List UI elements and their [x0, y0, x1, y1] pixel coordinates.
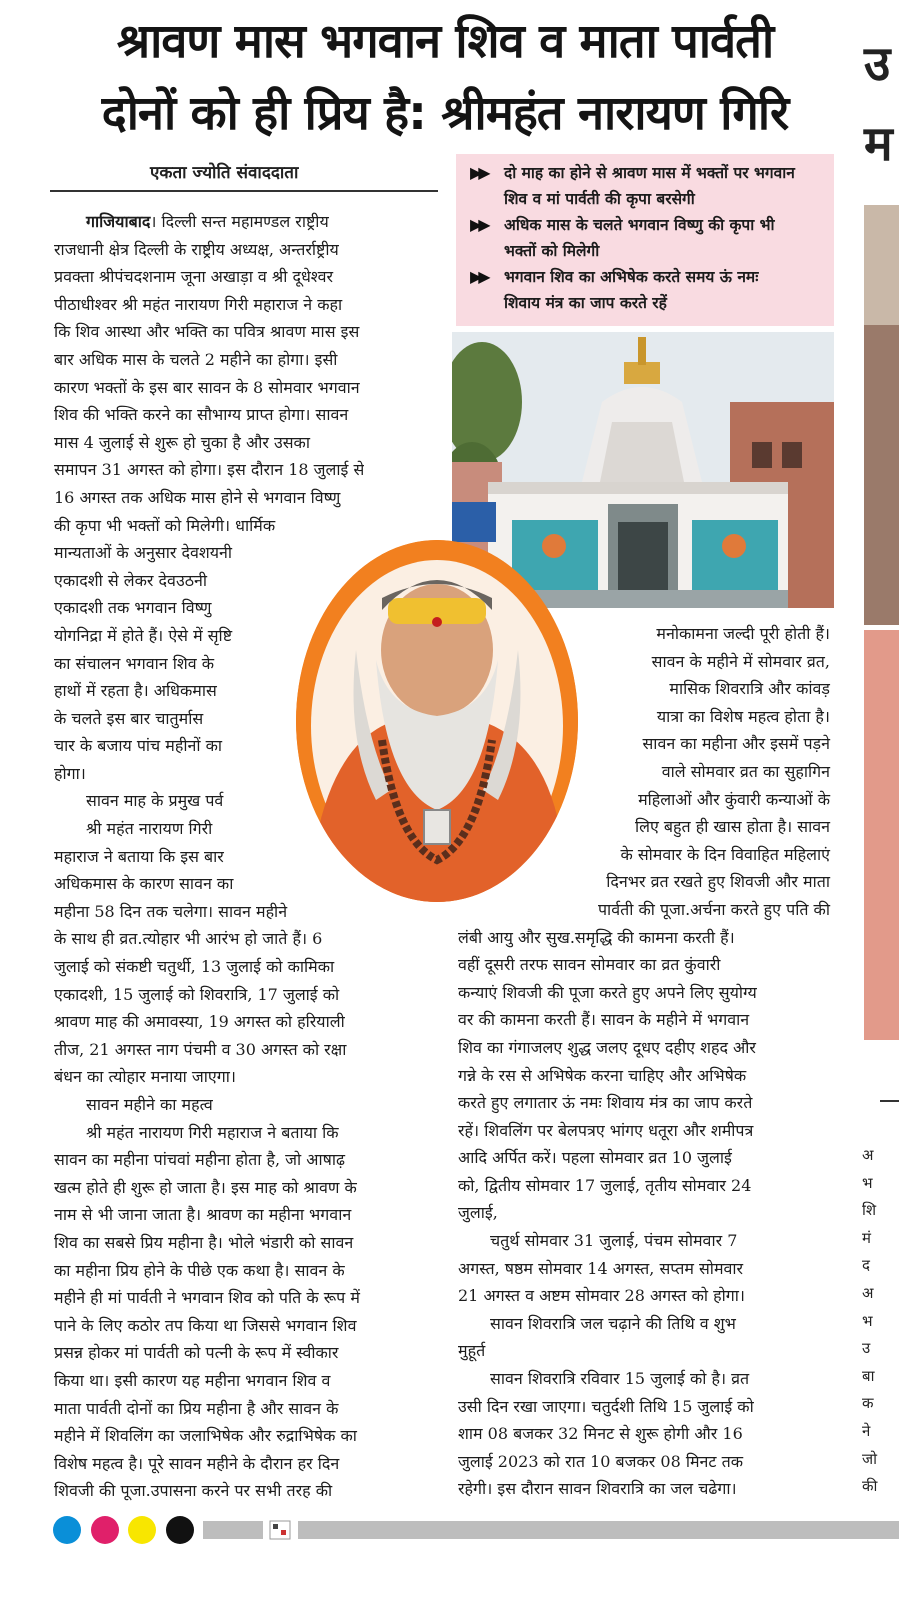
adjacent-text-fragment: क [862, 1394, 874, 1413]
byline-rule [50, 190, 438, 192]
text-line: गन्ने के रस से अभिषेक करना चाहिए और अभिषेक [458, 1065, 747, 1085]
text-line: श्रावण माह की अमावस्या, 19 अगस्त को हरियाली [54, 1012, 345, 1032]
text-line: महीने ही मां पार्वती ने भगवान शिव को पति के रूप में [54, 1288, 360, 1308]
text-line: लंबी आयु और सुख.समृद्धि की कामना करती हैं। [458, 927, 735, 947]
text-line: 16 अगस्त तक अधिक मास होने से भगवान विष्णु [54, 487, 341, 507]
text-line: बार अधिक मास के चलते 2 महीने का होगा। इसी [54, 349, 338, 369]
text-line: सावन शिवरात्रि रविवार 15 जुलाई को है। व्रत [490, 1369, 750, 1389]
text-line: महीने में शिवलिंग का जलाभिषेक और रुद्राभिषेक का [54, 1426, 357, 1446]
text-line: उसी दिन रखा जाएगा। चतुर्दशी तिथि 15 जुलाई को [458, 1396, 754, 1416]
byline: एकता ज्योति संवाददाता [150, 163, 299, 183]
color-registration-marks [0, 1510, 899, 1550]
text-line: राजधानी क्षेत्र दिल्ली के राष्ट्रीय अध्यक्ष, अन्तर्राष्ट्रीय [54, 239, 339, 259]
text-line: मनोकामना जल्दी पूरी होती हैं। [656, 624, 830, 643]
text-line: अधिकमास के कारण सावन का [54, 874, 234, 894]
left-text-column [54, 208, 364, 1505]
headline-line-2: दोनों को ही प्रिय है: श्रीमहंत नारायण गिरि [101, 86, 789, 141]
text-line: सावन का महीना पांचवां महीना होता है, जो आषाढ़ [54, 1150, 346, 1170]
text-line: को, द्वितीय सोमवार 17 जुलाई, तृतीय सोमवार 24 [458, 1175, 752, 1195]
text-line: पार्वती की पूजा.अर्चना करते हुए पति की [597, 899, 830, 919]
text-line: माता पार्वती दोनों का प्रिय महीना है और सावन के [54, 1398, 339, 1418]
text-line: खत्म होते ही शुरू हो जाता है। इस माह को श्रावण के [54, 1177, 357, 1197]
text-line: एकादशी, 15 जुलाई को शिवरात्रि, 17 जुलाई को [54, 984, 340, 1004]
text-line: शिवजी की पूजा.उपासना करने पर सभी तरह की [54, 1481, 333, 1501]
text-line: मान्यताओं के अनुसार देवशयनी [54, 543, 233, 563]
text-line: मास 4 जुलाई से शुरू हो चुका है और उसका [54, 432, 310, 452]
text-line: सावन का महीना और इसमें पड़ने [642, 734, 830, 754]
highlight-line: शिवाय मंत्र का जाप करते रहें [504, 294, 667, 312]
highlights-box [456, 154, 834, 326]
text-line: की कृपा भी भक्तों को मिलेगी। धार्मिक [54, 515, 276, 535]
adjacent-text-fragment: द [862, 1256, 870, 1275]
text-line: विशेष महत्व है। पूरे सावन महीने के दौरान हर दिन [54, 1453, 340, 1473]
text-line: रहेगी। इस दौरान सावन शिवरात्रि का जल चढेगा। [458, 1479, 737, 1499]
text-line: जुलाई 2023 को रात 10 बजकर 08 मिनट तक [458, 1451, 743, 1471]
text-line: वर की कामना करती हैं। सावन के महीने में भगवान [458, 1010, 750, 1030]
text-line: एकादशी से लेकर देवउठनी [54, 570, 208, 590]
text-line: महिलाओं और कुंवारी कन्याओं के [638, 789, 830, 809]
text-line: महाराज ने बताया कि इस बार [54, 846, 224, 866]
text-line: रहें। शिवलिंग पर बेलपत्रए भांगए धतूरा और शमीपत्र [458, 1120, 754, 1140]
text-line: वहीं दूसरी तरफ सावन सोमवार का व्रत कुंवारी [458, 955, 721, 975]
adjacent-article-strip [860, 0, 899, 1600]
double-arrow-icon: ▶▶ [470, 215, 487, 234]
text-line: का संचालन भगवान शिव के [54, 653, 215, 673]
text-line-content: । दिल्ली सन्त महामण्डल राष्ट्रीय [150, 212, 329, 231]
adjacent-text-fragment: ने [862, 1421, 871, 1440]
text-line: नाम से भी जाना जाता है। श्रावण का महीना भगवान [54, 1205, 352, 1225]
text-line: होगा। [54, 763, 86, 783]
text-line: एकादशी तक भगवान विष्णु [54, 598, 212, 618]
highlight-line: दो माह का होने से श्रावण मास में भक्तों पर भगवान [504, 164, 795, 182]
adjacent-text-fragment: भ [862, 1311, 873, 1330]
adjacent-text-fragment: उ [862, 1339, 871, 1358]
adjacent-text-fragment: मं [862, 1228, 871, 1247]
text-line: हाथों में रहता है। अधिकमास [54, 681, 217, 701]
double-arrow-icon: ▶▶ [470, 267, 487, 286]
adjacent-article-text [862, 1142, 877, 1501]
text-line: कि शिव आस्था और भक्ति का पवित्र श्रावण मास इस [54, 322, 360, 342]
text-line: 21 अगस्त व अष्टम सोमवार 28 अगस्त को होगा। [458, 1286, 745, 1306]
text-line: जुलाई को संकष्टी चतुर्थी, 13 जुलाई को कामिका [54, 957, 335, 977]
adjacent-text-fragment: शि [862, 1201, 877, 1220]
text-line: योगनिद्रा में होते हैं। ऐसे में सृष्टि [54, 625, 233, 645]
adjacent-text-fragment: की [862, 1477, 878, 1496]
double-arrow-icon: ▶▶ [470, 163, 487, 182]
text-line: पाने के लिए कठोर तप किया था जिससे भगवान शिव [54, 1315, 357, 1335]
text-line: शिव का सबसे प्रिय महीना है। भोले भंडारी को सावन [54, 1232, 354, 1252]
text-line: मासिक शिवरात्रि और कांवड़ [669, 679, 830, 699]
text-line [54, 208, 364, 236]
text-line: समापन 31 अगस्त को होगा। इस दौरान 18 जुलाई से [54, 460, 365, 480]
text-line: तीज, 21 अगस्त नाग पंचमी व 30 अगस्त को रक्षा [54, 1039, 347, 1059]
adjacent-text-fragment: बा [862, 1366, 875, 1385]
text-line: के सोमवार के दिन विवाहित महिलाएं [620, 844, 830, 864]
text-line: करते हुए लगातार ऊं नमः शिवाय मंत्र का जाप करते [458, 1093, 753, 1113]
adjacent-text-fragment: भ [862, 1173, 873, 1192]
print-color-bar [0, 1510, 899, 1550]
text-line: मुहूर्त [458, 1341, 486, 1361]
text-line: के साथ ही व्रत.त्योहार भी आरंभ हो जाते हैं। 6 [54, 929, 323, 949]
adjacent-text-fragment: अ [862, 1146, 874, 1164]
text-line: सावन महीने का महत्व [86, 1095, 213, 1114]
highlight-item [470, 264, 824, 316]
adjacent-text-fragment: अ [862, 1283, 874, 1302]
text-line: महीना 58 दिन तक चलेगा। सावन महीने [54, 901, 288, 921]
text-line: पीठाधीश्वर श्री महंत नारायण गिरी महाराज ने कहा [54, 294, 343, 314]
text-line: शाम 08 बजकर 32 मिनट से शुरू होगी और 16 [458, 1424, 743, 1444]
text-line: दिनभर व्रत रखते हुए शिवजी और माता [606, 872, 830, 892]
text-line: कन्याएं शिवजी की पूजा करते हुए अपने लिए सुयोग्य [458, 982, 757, 1002]
highlight-line: भगवान शिव का अभिषेक करते समय ऊं नमः [504, 268, 759, 286]
text-line: शिव का गंगाजलए शुद्ध जलए दूधए दहीए शहद और [458, 1037, 756, 1057]
text-line: प्रसन्न होकर मां पार्वती को पत्नी के रूप में स्वीकार [54, 1343, 339, 1363]
highlight-line: भक्तों को मिलेगी [504, 242, 600, 260]
highlight-line: अधिक मास के चलते भगवान विष्णु की कृपा भी [504, 216, 775, 234]
text-line: सावन माह के प्रमुख पर्व [86, 791, 224, 811]
text-line: जुलाई, [458, 1203, 498, 1223]
text-line: आदि अर्पित करें। पहला सोमवार व्रत 10 जुलाई [458, 1148, 732, 1168]
text-line: वाले सोमवार व्रत का सुहागिन [661, 761, 830, 781]
text-line: श्री महंत नारायण गिरी [86, 819, 213, 839]
text-line: बंधन का त्योहार मनाया जाएगा। [54, 1067, 236, 1087]
headline [40, 6, 850, 150]
text-line: चतुर्थ सोमवार 31 जुलाई, पंचम सोमवार 7 [490, 1231, 738, 1251]
text-line: कारण भक्तों के इस बार सावन के 8 सोमवार भगवान [54, 377, 360, 397]
text-line: सावन के महीने में सोमवार व्रत, [651, 651, 830, 671]
right-text-column [458, 620, 834, 1503]
highlight-item [470, 212, 824, 264]
text-line: श्री महंत नारायण गिरी महाराज ने बताया कि [86, 1122, 339, 1142]
headline-line-1: श्रावण मास भगवान शिव व माता पार्वती [116, 14, 774, 69]
text-line: के चलते इस बार चातुर्मास [54, 708, 204, 728]
text-line: लिए बहुत ही खास होता है। सावन [635, 817, 830, 837]
svg-text:उ: उ [864, 36, 891, 92]
text-line: सावन शिवरात्रि जल चढ़ाने की तिथि व शुभ [490, 1313, 736, 1333]
text-line: चार के बजाय पांच महीनों का [54, 736, 223, 756]
text-line: यात्रा का विशेष महत्व होता है। [656, 706, 830, 726]
adjacent-text-fragment: जो [862, 1449, 878, 1468]
text-line: प्रवक्ता श्रीपंचदशनाम जूना अखाड़ा व श्री दूधेश्वर [54, 267, 334, 287]
text-line: अगस्त, षष्ठम सोमवार 14 अगस्त, सप्तम सोमवार [458, 1258, 744, 1278]
text-line: शिव की भक्ति करने का सौभाग्य प्राप्त होगा। सावन [54, 405, 349, 425]
highlight-line: शिव व मां पार्वती की कृपा बरसेगी [504, 190, 695, 208]
highlight-item [470, 160, 824, 212]
text-line: का महीना प्रिय होने के पीछे एक कथा है। सावन के [54, 1260, 345, 1280]
dateline: गाजियाबाद [86, 212, 151, 231]
svg-text:म: म [864, 116, 893, 172]
text-line: किया था। इसी कारण यह महीना भगवान शिव व [54, 1370, 331, 1390]
